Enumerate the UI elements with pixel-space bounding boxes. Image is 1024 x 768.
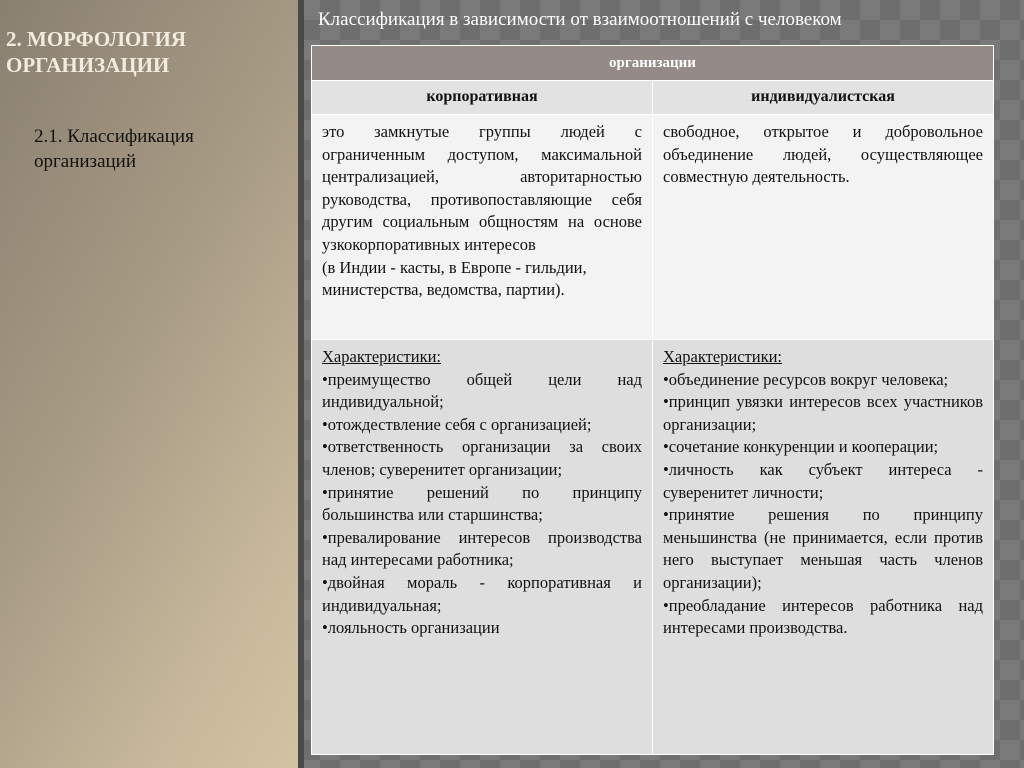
characteristic-item: •личность как субъект интереса - суверенитет личности; [663, 459, 983, 502]
characteristic-item: •принятие решений по принципу большинства или старшинства; [322, 482, 642, 525]
examples-text: (в Индии - касты, в Европе - гильдии, министерства, ведомства, партии). [322, 257, 587, 300]
characteristic-item: •объединение ресурсов вокруг человека; [663, 369, 949, 389]
classification-table [311, 45, 994, 755]
characteristics-label: Характеристики: [322, 347, 442, 366]
characteristic-item: •двойная мораль - корпоративная и индивидуальная; [322, 572, 642, 615]
characteristic-item: •ответственность организации за своих членов; суверенитет организации; [322, 437, 642, 479]
individualist-characteristics-cell [653, 340, 994, 755]
individualist-characteristics-list [663, 369, 983, 640]
characteristic-item: •сочетание конкуренции и кооперации; [663, 437, 939, 457]
characteristics-label: Характеристики: [663, 347, 783, 366]
left-panel [0, 0, 298, 768]
slide-subtitle: 2.1. Классификация организаций [34, 126, 194, 172]
table-header: организации [312, 46, 994, 81]
table-heading: Классификация в зависимости от взаимоотношений с человеком [318, 9, 842, 30]
characteristic-item: •лояльность организации [322, 618, 500, 638]
corporate-characteristics-cell [312, 340, 653, 755]
divider [298, 0, 304, 768]
title-line: 2. МОРФОЛОГИЯ [6, 27, 187, 51]
title-line: ОРГАНИЗАЦИИ [6, 53, 170, 77]
definition-text: это замкнутые группы людей с ограниченным доступом, максимальной централизацией, авторитарностью руководства, противопоставляющие себя другим социальным общностям на основе узкокорпоративных интересов [322, 122, 642, 254]
characteristic-item: •принятие решения по принципу меньшинства (не принимается, если против него выступает меньшая часть членов организации); [663, 505, 983, 592]
column-header-individualist: индивидуалистская [653, 81, 994, 115]
characteristic-item: •превалирование интересов производства над интересами работника; [322, 527, 642, 570]
column-header-corporate: корпоративная [312, 81, 653, 115]
characteristic-item: •преимущество общей цели над индивидуальной; [322, 369, 642, 412]
slide-title [6, 26, 186, 78]
corporate-definition-cell [312, 115, 653, 340]
characteristic-item: •принцип увязки интересов всех участников организации; [663, 392, 983, 434]
corporate-characteristics-list [322, 369, 642, 640]
characteristic-item: •отождествление себя с организацией; [322, 414, 592, 434]
individualist-definition-cell: свободное, открытое и добровольное объединение людей, осуществляющее совместную деятельность. [653, 115, 994, 340]
characteristic-item: •преобладание интересов работника над интересами производства. [663, 595, 983, 638]
